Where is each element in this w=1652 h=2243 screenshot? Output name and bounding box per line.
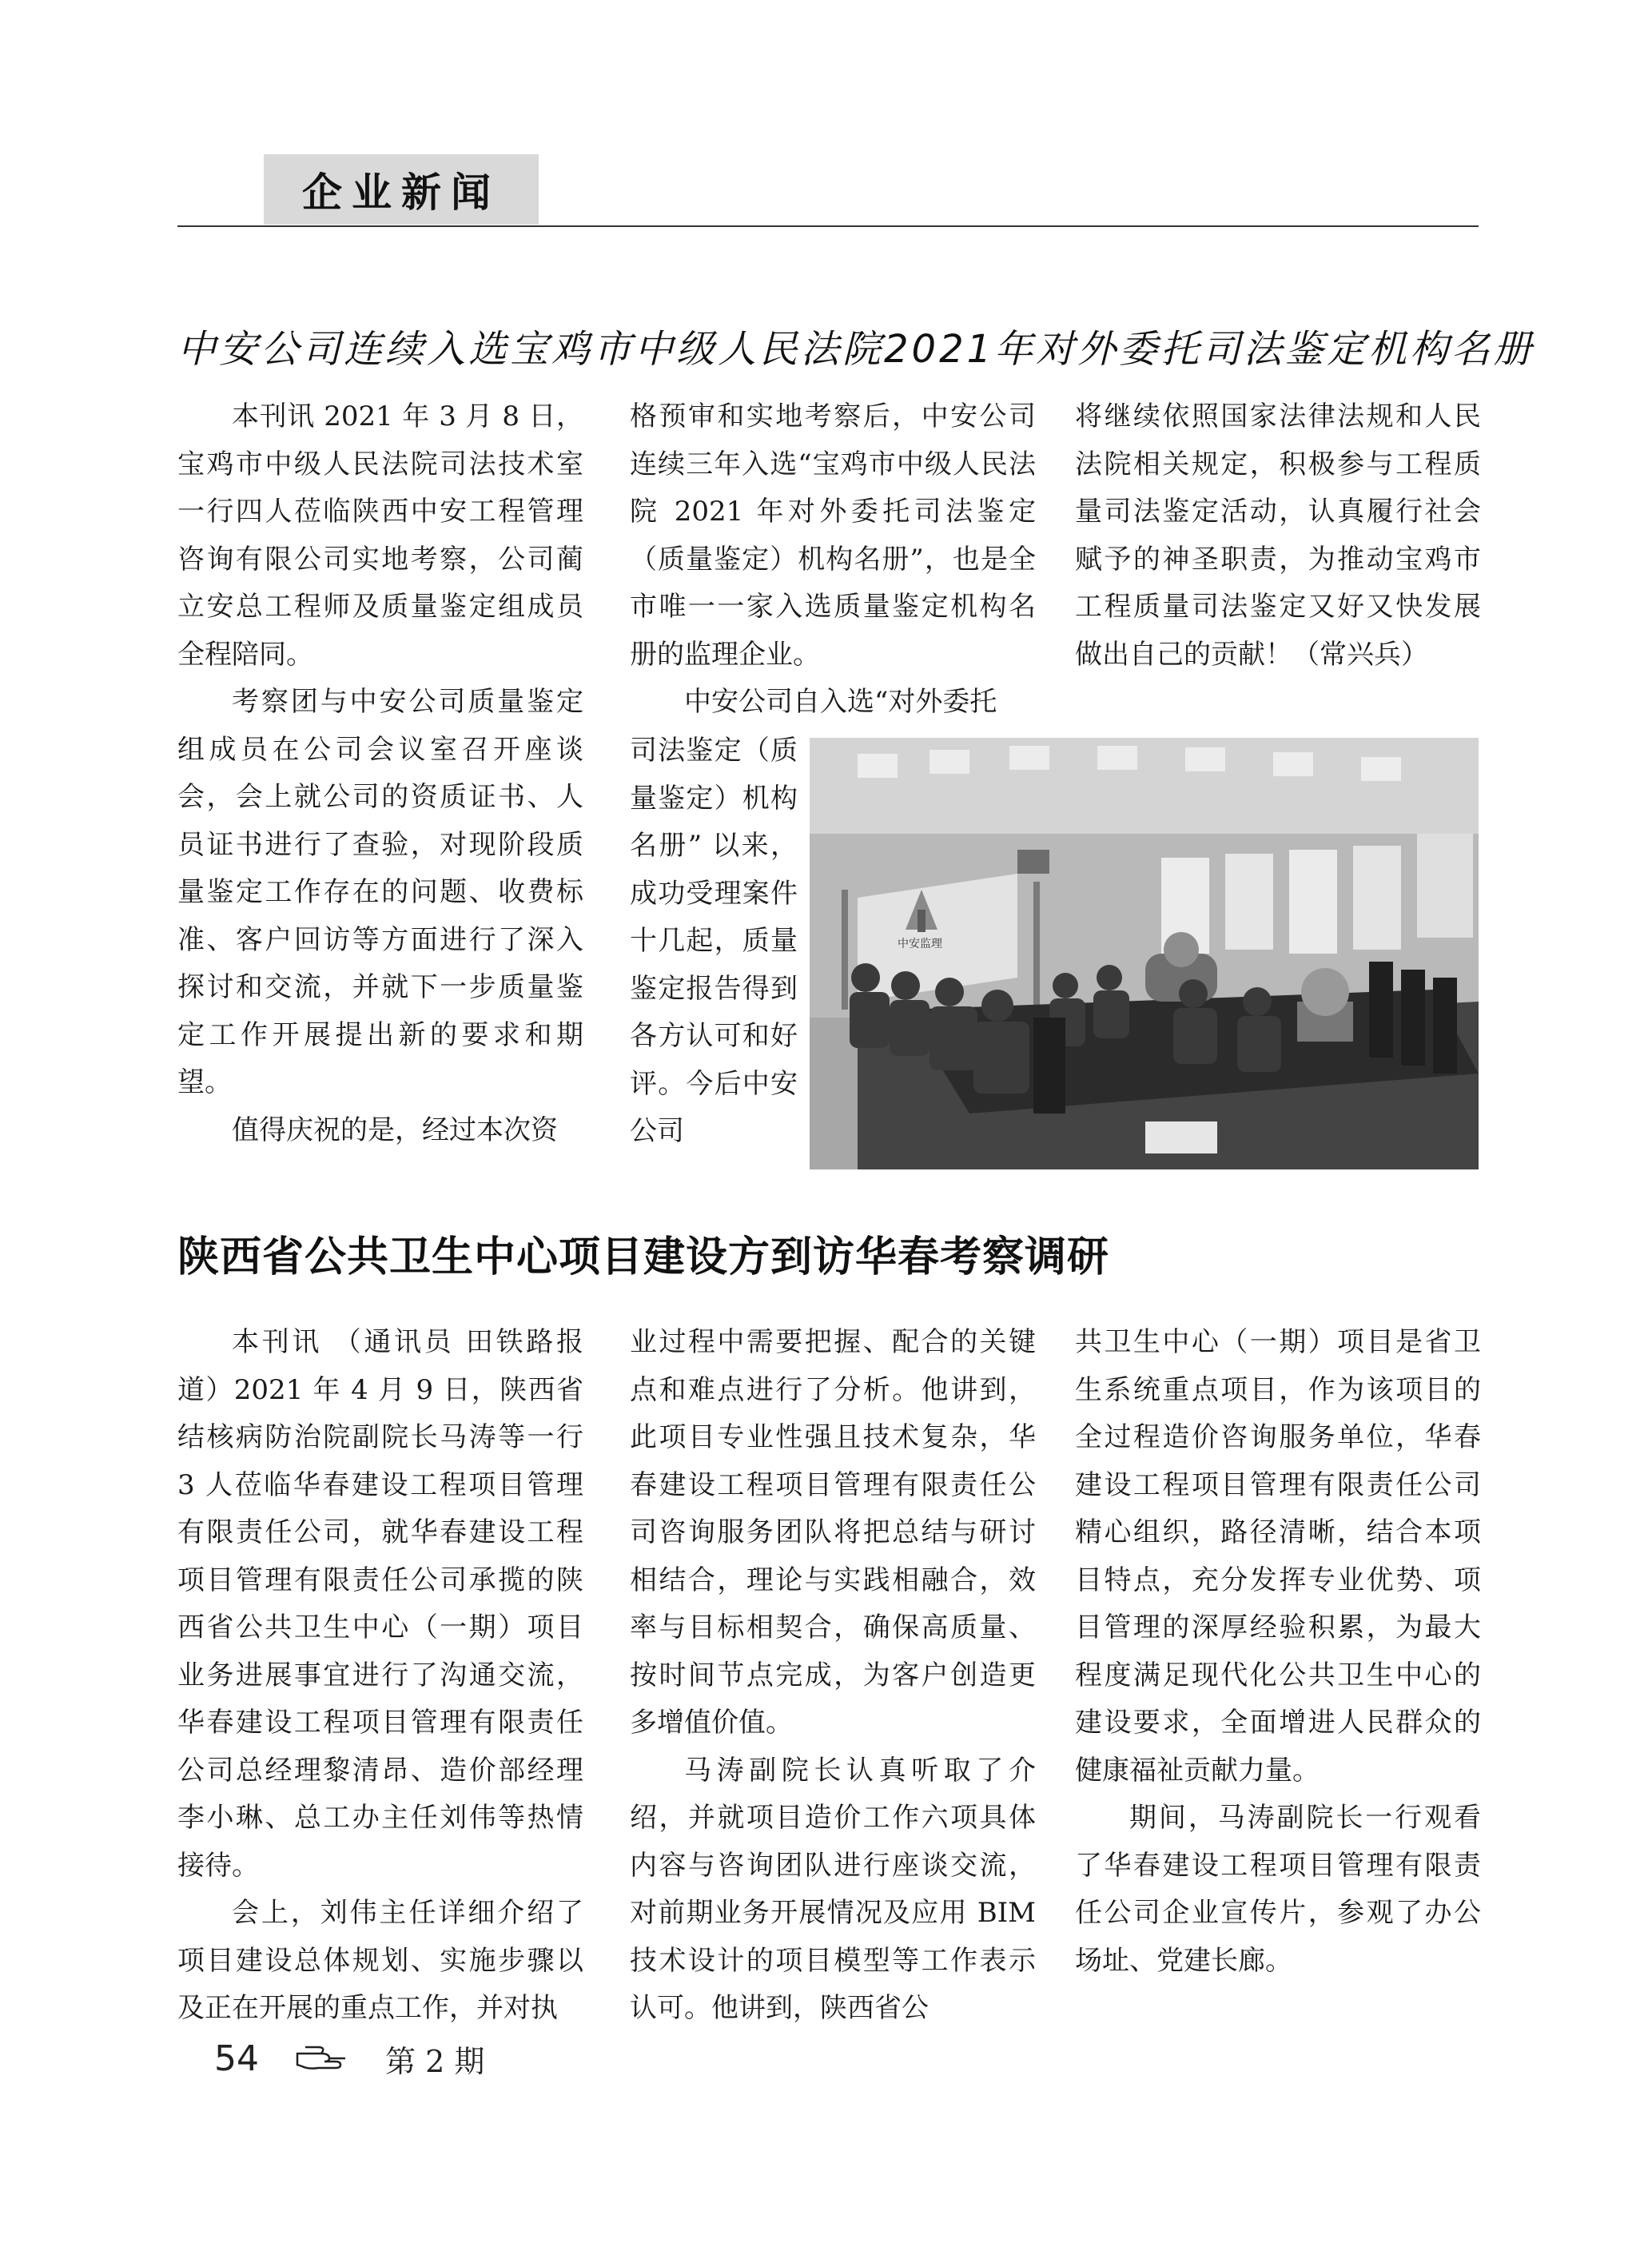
article2-column-3 — [1075, 1319, 1481, 1985]
article1-paragraph: 格预审和实地考察后，中安公司连续三年入选“宝鸡市中级人民法院 2021 年对外委托司法鉴定（质量鉴定）机构名册”，也是全市唯一一家入选质量鉴定机构名册的监理企业。 — [630, 400, 1036, 671]
article2-column-1 — [177, 1319, 583, 2033]
article2-paragraph: 会上，刘伟主任详细介绍了项目建设总体规划、实施步骤以及正在开展的重点工作，并对执 — [177, 1897, 583, 2024]
article2-column-2 — [630, 1319, 1036, 2033]
section-label: 企业新闻 — [302, 169, 500, 216]
article2-paragraph: 共卫生中心（一期）项目是省卫生系统重点项目，作为该项目的全过程造价咨询服务单位，华春建设工程项目管理有限责任公司精心组织，路径清晰，结合本项目特点，充分发挥专业优势、项目管理的深厚经验积累，为最大程度满足现代化公共卫生中心的建设要求，全面增进人民群众的健康福祉贡献力量。 — [1075, 1326, 1481, 1787]
article2-paragraph: 本刊讯 （通讯员 田铁路报道）2021 年 4 月 9 日，陕西省结核病防治院副院长马涛等一行 3 人莅临华春建设工程项目管理有限责任公司，就华春建设工程项目管理有限责任公司承揽的陕西省公共卫生中心（一期）项目业务进展事宜进行了沟通交流，华春建设工程项目管理有限责任公司总经理黎清昂、造价部经理李小琳、总工办主任刘伟等热情接待。 — [177, 1326, 583, 1882]
article1-paragraph: 中安公司自入选“对外委托 — [684, 686, 997, 718]
page-footer — [214, 2034, 484, 2082]
article2-paragraph: 业过程中需要把握、配合的关键点和难点进行了分析。他讲到，此项目专业性强且技术复杂，华春建设工程项目管理有限责任公司咨询服务团队将把总结与研讨相结合，理论与实践相融合，效率与目标相契合，确保高质量、按时间节点完成，为客户创造更多增值价值。 — [630, 1326, 1036, 1739]
header-divider — [177, 225, 1479, 227]
pointing-hand-icon — [294, 2042, 350, 2074]
article1-column-1 — [177, 393, 583, 1154]
article2-paragraph: 期间，马涛副院长一行观看了华春建设工程项目管理有限责任公司企业宣传片，参观了办公场址、党建长廊。 — [1075, 1802, 1481, 1977]
article1-column-2 — [630, 393, 1036, 727]
article1-paragraph: 将继续依照国家法律法规和人民法院相关规定，积极参与工程质量司法鉴定活动，认真履行社会赋予的神圣职责，为推动宝鸡市工程质量司法鉴定又好又快发展做出自己的贡献！（常兴兵） — [1075, 400, 1481, 671]
article1-paragraph: 考察团与中安公司质量鉴定组成员在公司会议室召开座谈会，会上就公司的资质证书、人员证书进行了查验，对现阶段质量鉴定工作存在的问题、收费标准、客户回访等方面进行了深入探讨和交流，并就下一步质量鉴定工作开展提出新的要求和期望。 — [177, 686, 583, 1098]
issue-label: 第 2 期 — [385, 2043, 485, 2079]
meeting-photo-illustration — [810, 738, 1479, 1169]
article1-paragraph: 司法鉴定（质量鉴定）机构名册” 以来，成功受理案件十几起，质量鉴定报告得到各方认可和好评。今后中安公司 — [630, 735, 798, 1147]
page-number: 54 — [214, 2038, 259, 2079]
article2-paragraph: 马涛副院长认真听取了介绍，并就项目造价工作六项具体内容与咨询团队进行座谈交流，对前期业务开展情况及应用 BIM 技术设计的项目模型等工作表示认可。他讲到，陕西省公 — [630, 1754, 1036, 2024]
article2-title: 陕西省公共卫生中心项目建设方到访华春考察调研 — [177, 1233, 1110, 1281]
photo-sign-text: 中安监理 — [898, 938, 942, 950]
article1-title: 中安公司连续入选宝鸡市中级人民法院2021年对外委托司法鉴定机构名册 — [177, 327, 1535, 372]
article1-column-3 — [1075, 393, 1481, 679]
article1-paragraph: 值得庆祝的是，经过本次资 — [232, 1114, 558, 1146]
article1-paragraph: 本刊讯 2021 年 3 月 8 日，宝鸡市中级人民法院司法技术室一行四人莅临陕西中安工程管理咨询有限公司实地考察，公司蔺立安总工程师及质量鉴定组成员全程陪同。 — [177, 400, 583, 671]
meeting-photo — [810, 738, 1479, 1169]
section-tab — [264, 154, 539, 225]
article1-column-2-wrap — [630, 727, 798, 1156]
